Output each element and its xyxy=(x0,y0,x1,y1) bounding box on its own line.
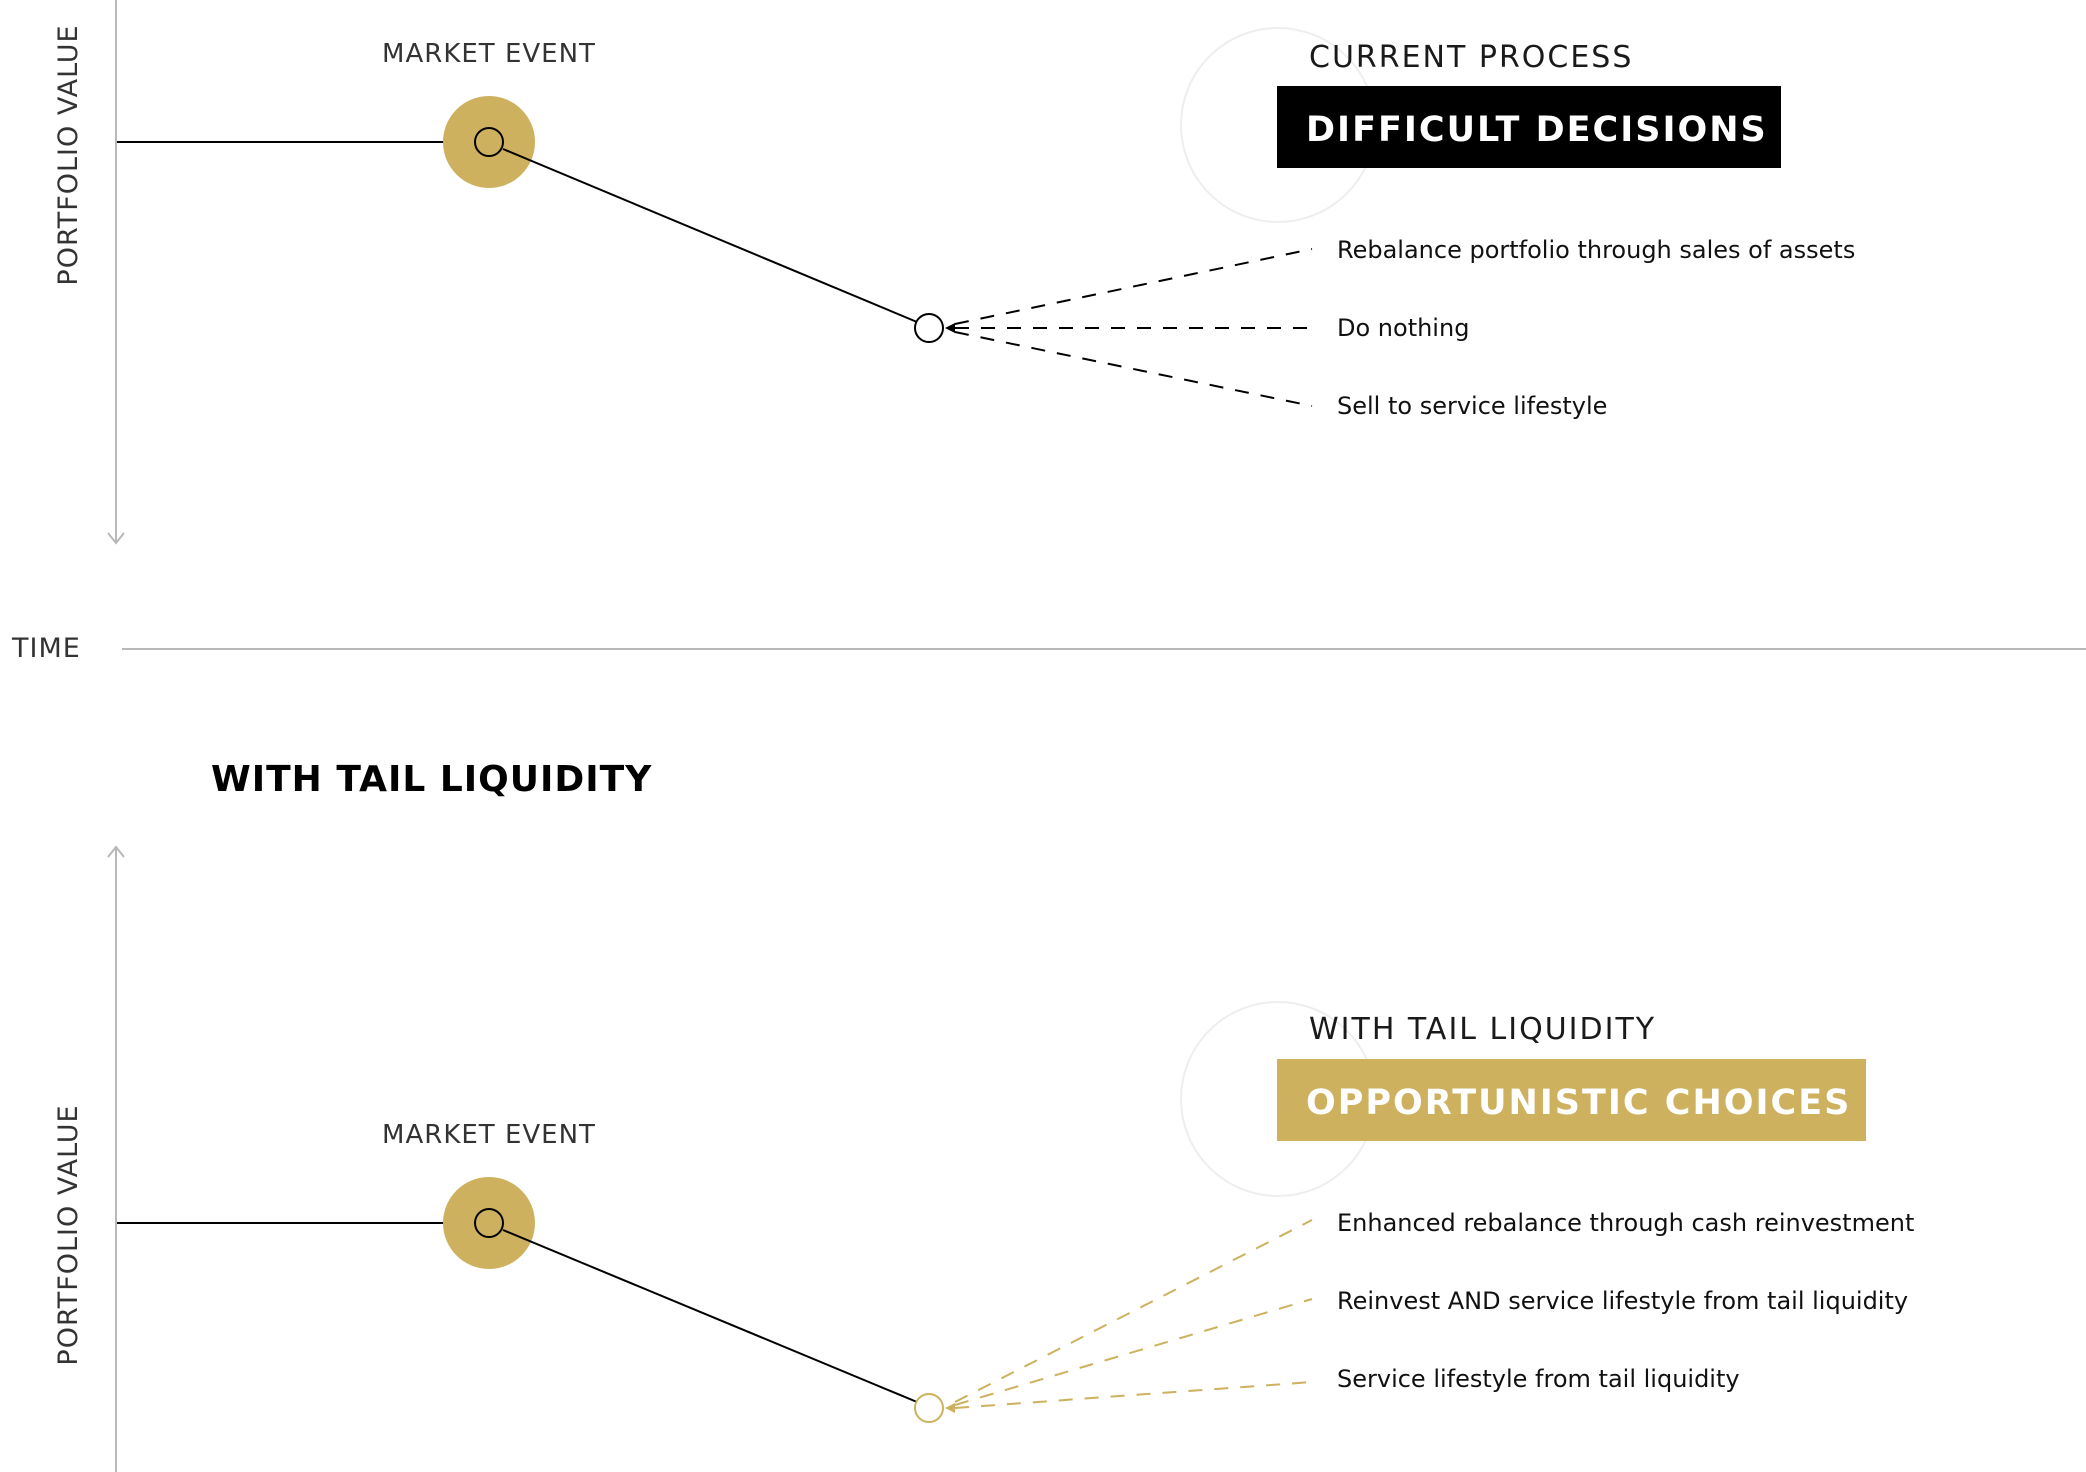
top-process-label: CURRENT PROCESS xyxy=(1309,40,1634,75)
top-panel xyxy=(53,0,1855,543)
bottom-option-label: Reinvest AND service lifestyle from tail liquidity xyxy=(1337,1287,1909,1315)
bottom-branch-line xyxy=(955,1299,1312,1405)
top-branch-line xyxy=(955,332,1312,406)
bottom-decision-pointer-icon xyxy=(945,1403,955,1413)
bottom-market-event-label: MARKET EVENT xyxy=(382,1120,596,1150)
bottom-decline-path xyxy=(503,1230,917,1402)
top-option-label: Sell to service lifestyle xyxy=(1337,392,1608,420)
top-option-label: Rebalance portfolio through sales of assets xyxy=(1337,236,1856,264)
top-banner-text: DIFFICULT DECISIONS xyxy=(1306,110,1768,150)
top-option-label: Do nothing xyxy=(1337,314,1470,342)
bottom-market-event-marker xyxy=(443,1177,535,1269)
bottom-panel xyxy=(53,759,1914,1472)
section-title: WITH TAIL LIQUIDITY xyxy=(211,759,653,800)
top-market-event-label: MARKET EVENT xyxy=(382,39,596,69)
top-decision-pointer-icon xyxy=(945,323,955,333)
bottom-branch-line xyxy=(955,1220,1312,1402)
top-branch-line xyxy=(955,249,1312,324)
bottom-banner-text: OPPORTUNISTIC CHOICES xyxy=(1306,1083,1852,1123)
time-axis-label: TIME xyxy=(12,633,81,664)
top-decision-node xyxy=(915,314,943,342)
top-market-event-marker xyxy=(443,96,535,188)
top-y-axis-label: PORTFOLIO VALUE xyxy=(53,24,84,286)
time-axis-group xyxy=(11,633,2086,664)
bottom-branch-line xyxy=(955,1382,1312,1408)
bottom-option-label: Enhanced rebalance through cash reinvestment xyxy=(1337,1209,1915,1237)
top-decline-path xyxy=(503,149,917,322)
bottom-process-label: WITH TAIL LIQUIDITY xyxy=(1309,1012,1657,1047)
bottom-y-axis-label: PORTFOLIO VALUE xyxy=(53,1104,84,1366)
bottom-decision-node xyxy=(915,1394,943,1422)
bottom-option-label: Service lifestyle from tail liquidity xyxy=(1337,1365,1740,1393)
